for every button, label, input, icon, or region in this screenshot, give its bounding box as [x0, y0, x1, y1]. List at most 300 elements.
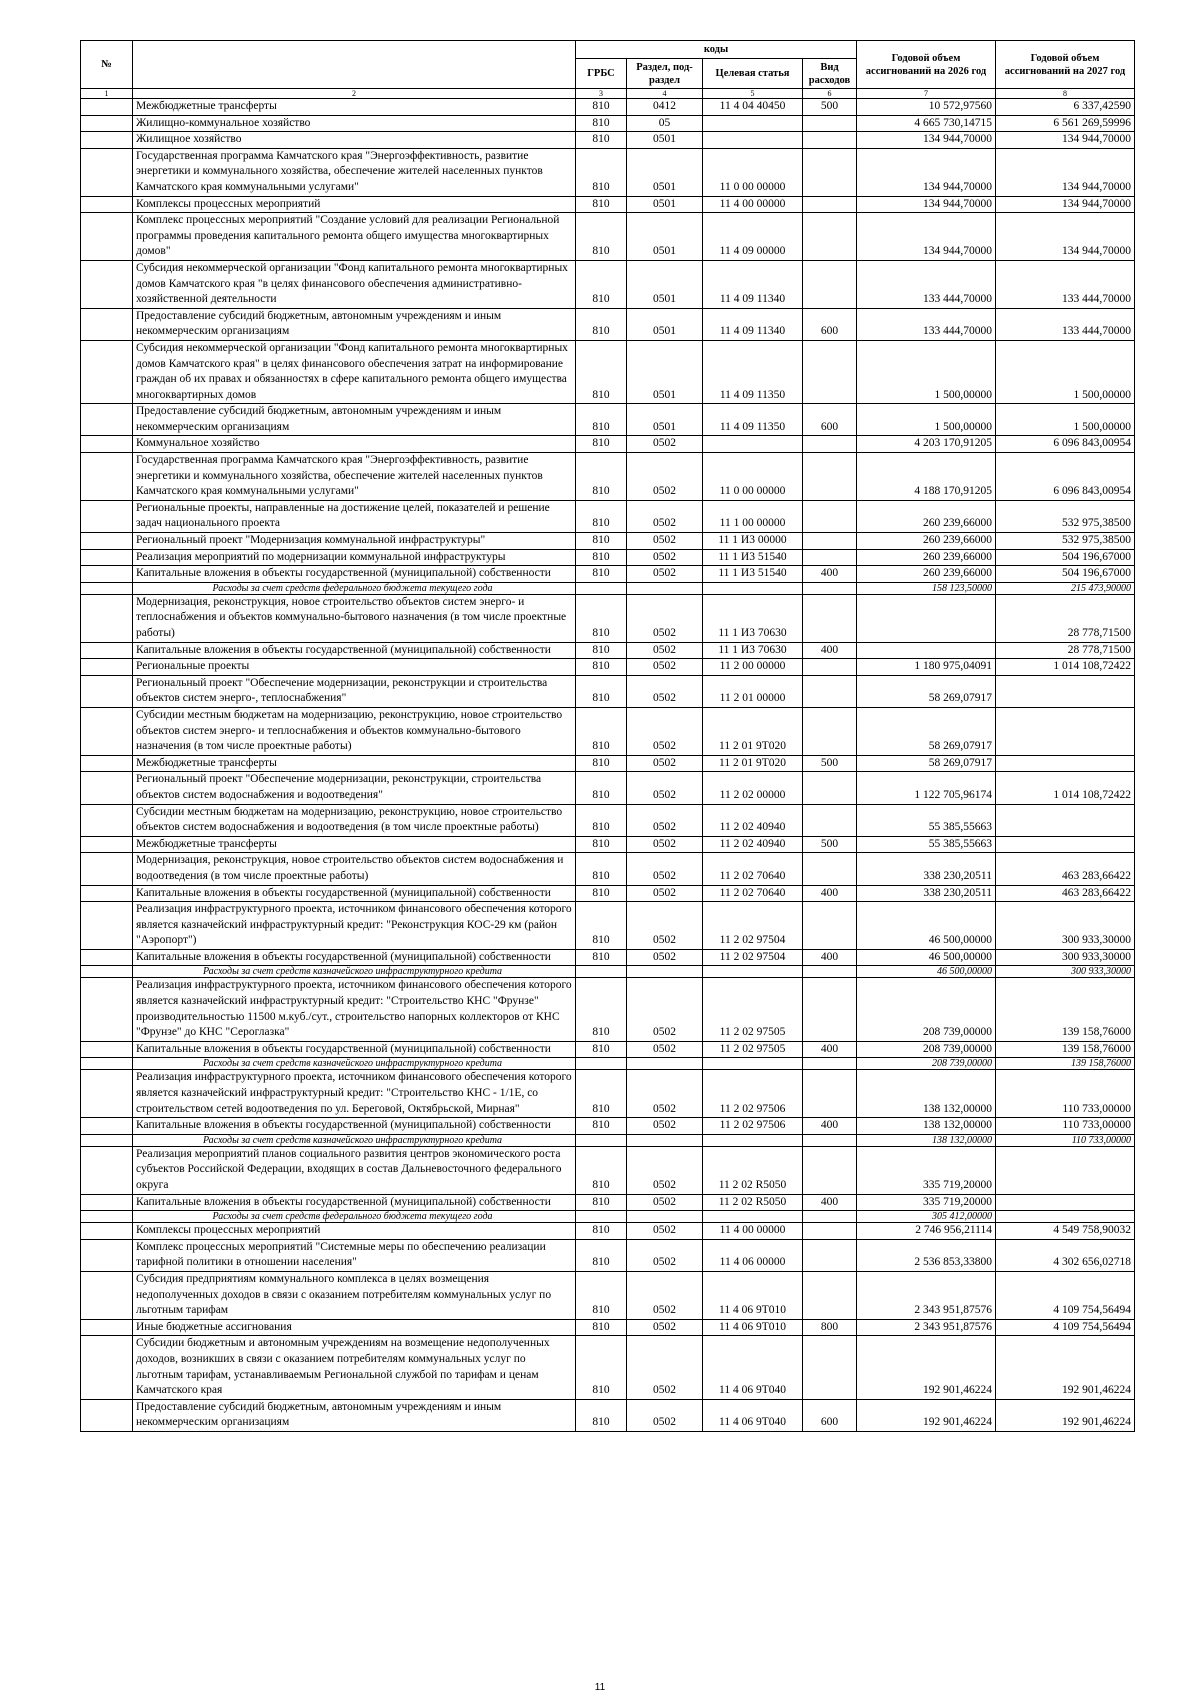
row-amount-2027: 6 337,42590 — [996, 99, 1135, 116]
row-kind — [803, 675, 857, 707]
row-kind: 400 — [803, 642, 857, 659]
row-grbs: 810 — [576, 1399, 627, 1431]
row-name: Региональный проект "Обеспечение модернизации, реконструкции и строительства объектов систем энерго-, теплоснабжения" — [133, 675, 576, 707]
row-amount-2026: 134 944,70000 — [857, 148, 996, 196]
row-num — [81, 836, 133, 853]
row-target: 11 4 00 00000 — [703, 196, 803, 213]
row-section: 0502 — [627, 1399, 703, 1431]
row-num — [81, 1239, 133, 1271]
row-amount-2026: 338 230,20511 — [857, 885, 996, 902]
row-section: 0501 — [627, 148, 703, 196]
row-target: 11 2 02 40940 — [703, 836, 803, 853]
row-target: 11 0 00 00000 — [703, 148, 803, 196]
row-kind — [803, 500, 857, 532]
col-number: 6 — [803, 89, 857, 99]
table-row — [81, 772, 1135, 804]
row-amount-2026: 134 944,70000 — [857, 213, 996, 261]
table-row — [81, 533, 1135, 550]
row-name: Модернизация, реконструкция, новое строительство объектов систем водоснабжения и водоотведения (в том числе проектные работы) — [133, 853, 576, 885]
row-num — [81, 707, 133, 755]
row-name: Расходы за счет средств казначейского инфраструктурного кредита — [133, 966, 576, 978]
row-grbs: 810 — [576, 1336, 627, 1399]
row-target: 11 4 06 9Т010 — [703, 1319, 803, 1336]
row-grbs: 810 — [576, 436, 627, 453]
row-kind — [803, 659, 857, 676]
row-amount-2026: 335 719,20000 — [857, 1146, 996, 1194]
row-amount-2027: 4 109 754,56494 — [996, 1319, 1135, 1336]
col-number: 2 — [133, 89, 576, 99]
row-grbs: 810 — [576, 549, 627, 566]
row-section: 0502 — [627, 533, 703, 550]
row-name: Жилищное хозяйство — [133, 132, 576, 149]
row-amount-2027: 300 933,30000 — [996, 902, 1135, 950]
row-kind — [803, 549, 857, 566]
row-name: Региональные проекты, направленные на достижение целей, показателей и решение задач национального проекта — [133, 500, 576, 532]
table-row — [81, 853, 1135, 885]
row-amount-2027 — [996, 1194, 1135, 1211]
row-section: 0502 — [627, 500, 703, 532]
row-name: Межбюджетные трансферты — [133, 836, 576, 853]
row-target: 11 2 02 70640 — [703, 853, 803, 885]
row-target: 11 2 02 97506 — [703, 1070, 803, 1118]
row-amount-2026: 138 132,00000 — [857, 1070, 996, 1118]
table-note-row — [81, 1134, 1135, 1146]
row-amount-2026 — [857, 642, 996, 659]
row-amount-2026: 260 239,66000 — [857, 533, 996, 550]
row-num — [81, 566, 133, 583]
row-target: 11 1 И3 51540 — [703, 549, 803, 566]
row-num — [81, 659, 133, 676]
row-kind: 500 — [803, 99, 857, 116]
row-grbs — [576, 1134, 627, 1146]
row-name: Капитальные вложения в объекты государственной (муниципальной) собственности — [133, 1194, 576, 1211]
row-target — [703, 1058, 803, 1070]
row-amount-2026: 208 739,00000 — [857, 978, 996, 1041]
row-kind — [803, 533, 857, 550]
row-kind: 400 — [803, 1118, 857, 1135]
row-grbs: 810 — [576, 902, 627, 950]
table-row — [81, 115, 1135, 132]
row-name: Расходы за счет средств федерального бюджета текущего года — [133, 582, 576, 594]
row-amount-2027 — [996, 804, 1135, 836]
row-kind — [803, 582, 857, 594]
row-amount-2026: 260 239,66000 — [857, 566, 996, 583]
row-target: 11 4 06 00000 — [703, 1239, 803, 1271]
row-section: 0502 — [627, 642, 703, 659]
row-amount-2027: 134 944,70000 — [996, 213, 1135, 261]
row-target: 11 4 09 11350 — [703, 340, 803, 403]
row-num — [81, 1223, 133, 1240]
row-target: 11 4 06 9Т010 — [703, 1271, 803, 1319]
row-section: 0502 — [627, 1070, 703, 1118]
row-amount-2026: 4 665 730,14715 — [857, 115, 996, 132]
row-amount-2027: 1 014 108,72422 — [996, 659, 1135, 676]
row-amount-2026: 260 239,66000 — [857, 500, 996, 532]
row-amount-2027: 4 302 656,02718 — [996, 1239, 1135, 1271]
row-amount-2027: 28 778,71500 — [996, 642, 1135, 659]
row-kind — [803, 196, 857, 213]
row-amount-2026: 1 500,00000 — [857, 340, 996, 403]
row-amount-2026: 158 123,50000 — [857, 582, 996, 594]
row-section: 0501 — [627, 132, 703, 149]
row-num — [81, 1058, 133, 1070]
row-kind — [803, 340, 857, 403]
row-grbs: 810 — [576, 836, 627, 853]
table-row — [81, 340, 1135, 403]
row-amount-2027 — [996, 675, 1135, 707]
row-target: 11 4 00 00000 — [703, 1223, 803, 1240]
row-section: 0501 — [627, 260, 703, 308]
row-num — [81, 902, 133, 950]
row-name: Региональный проект "Модернизация коммунальной инфраструктуры" — [133, 533, 576, 550]
row-grbs: 810 — [576, 566, 627, 583]
row-target: 11 4 09 11350 — [703, 404, 803, 436]
budget-table — [80, 40, 1135, 1432]
row-section: 0501 — [627, 196, 703, 213]
row-kind: 600 — [803, 308, 857, 340]
row-num — [81, 404, 133, 436]
row-name: Капитальные вложения в объекты государственной (муниципальной) собственности — [133, 566, 576, 583]
col-number: 5 — [703, 89, 803, 99]
page-number: 11 — [594, 1682, 606, 1693]
row-num — [81, 453, 133, 501]
row-kind: 400 — [803, 1041, 857, 1058]
row-kind: 500 — [803, 836, 857, 853]
row-amount-2026: 4 188 170,91205 — [857, 453, 996, 501]
row-name: Реализация мероприятий по модернизации коммунальной инфраструктуры — [133, 549, 576, 566]
row-kind: 400 — [803, 885, 857, 902]
row-section — [627, 1134, 703, 1146]
col-number: 4 — [627, 89, 703, 99]
row-num — [81, 549, 133, 566]
row-grbs: 810 — [576, 99, 627, 116]
row-kind — [803, 436, 857, 453]
row-amount-2026: 133 444,70000 — [857, 308, 996, 340]
table-row — [81, 1070, 1135, 1118]
row-name: Субсидии местным бюджетам на модернизацию, реконструкцию, новое строительство объектов систем энерго- и теплоснабжения и объектов коммунально-бытового назначения (в том числе проектные работы) — [133, 707, 576, 755]
table-row — [81, 500, 1135, 532]
row-grbs: 810 — [576, 707, 627, 755]
row-section: 0502 — [627, 836, 703, 853]
table-row — [81, 1146, 1135, 1194]
row-amount-2027: 1 500,00000 — [996, 404, 1135, 436]
row-amount-2026: 46 500,00000 — [857, 966, 996, 978]
row-num — [81, 804, 133, 836]
row-kind — [803, 1223, 857, 1240]
row-kind — [803, 1239, 857, 1271]
row-target: 11 2 02 97504 — [703, 949, 803, 966]
row-num — [81, 436, 133, 453]
row-target — [703, 436, 803, 453]
row-section: 0502 — [627, 594, 703, 642]
row-amount-2026: 58 269,07917 — [857, 707, 996, 755]
row-target: 11 4 04 40450 — [703, 99, 803, 116]
row-grbs: 810 — [576, 642, 627, 659]
row-amount-2026: 46 500,00000 — [857, 949, 996, 966]
row-section: 0502 — [627, 1271, 703, 1319]
table-header — [81, 41, 1135, 99]
table-row — [81, 949, 1135, 966]
row-amount-2026: 2 746 956,21114 — [857, 1223, 996, 1240]
row-kind: 600 — [803, 1399, 857, 1431]
row-amount-2026: 138 132,00000 — [857, 1134, 996, 1146]
row-name: Предоставление субсидий бюджетным, автономным учреждениям и иным некоммерческим организациям — [133, 1399, 576, 1431]
row-num — [81, 1146, 133, 1194]
row-section: 0502 — [627, 1239, 703, 1271]
row-grbs: 810 — [576, 804, 627, 836]
row-num — [81, 1336, 133, 1399]
row-kind — [803, 1146, 857, 1194]
row-target: 11 2 01 9Т020 — [703, 755, 803, 772]
row-amount-2027: 139 158,76000 — [996, 978, 1135, 1041]
row-amount-2026: 2 343 951,87576 — [857, 1319, 996, 1336]
row-section: 0502 — [627, 1319, 703, 1336]
row-amount-2026: 4 203 170,91205 — [857, 436, 996, 453]
row-kind: 400 — [803, 1194, 857, 1211]
row-num — [81, 885, 133, 902]
row-kind — [803, 707, 857, 755]
row-amount-2027 — [996, 1211, 1135, 1223]
row-amount-2026: 58 269,07917 — [857, 755, 996, 772]
row-amount-2027: 6 096 843,00954 — [996, 453, 1135, 501]
row-amount-2026: 1 180 975,04091 — [857, 659, 996, 676]
row-amount-2026: 1 500,00000 — [857, 404, 996, 436]
row-name: Реализация инфраструктурного проекта, источником финансового обеспечения которого является казначейский инфраструктурный кредит: "Строительство КНС - 1/1Е, со строительством сетей водоотведения по ул. Береговой, Октябрьской, Мирная" — [133, 1070, 576, 1118]
row-num — [81, 1118, 133, 1135]
row-amount-2026: 335 719,20000 — [857, 1194, 996, 1211]
row-name: Капитальные вложения в объекты государственной (муниципальной) собственности — [133, 949, 576, 966]
row-section: 0502 — [627, 566, 703, 583]
column-number-row — [81, 89, 1135, 99]
header-year-2027: Годовой объем ассигнований на 2027 год — [996, 41, 1135, 89]
row-amount-2026: 55 385,55663 — [857, 836, 996, 853]
row-name: Реализация мероприятий планов социального развития центров экономического роста субъектов Российской Федерации, входящих в состав Дальневосточного федерального округа — [133, 1146, 576, 1194]
row-target — [703, 582, 803, 594]
row-grbs: 810 — [576, 1118, 627, 1135]
header-kind: Вид расходов — [803, 59, 857, 89]
row-section — [627, 582, 703, 594]
row-section: 05 — [627, 115, 703, 132]
row-kind — [803, 453, 857, 501]
row-amount-2026: 138 132,00000 — [857, 1118, 996, 1135]
row-target: 11 2 02 97504 — [703, 902, 803, 950]
row-kind — [803, 1211, 857, 1223]
row-target: 11 4 06 9Т040 — [703, 1399, 803, 1431]
row-target: 11 2 02 70640 — [703, 885, 803, 902]
row-amount-2026: 46 500,00000 — [857, 902, 996, 950]
row-grbs: 810 — [576, 675, 627, 707]
row-name: Комплексы процессных мероприятий — [133, 196, 576, 213]
row-name: Субсидия предприятиям коммунального комплекса в целях возмещения недополученных доходов в связи с оказанием потребителям коммунальных услуг по льготным тарифам — [133, 1271, 576, 1319]
row-num — [81, 1070, 133, 1118]
header-section: Раздел, под-раздел — [627, 59, 703, 89]
table-row — [81, 1336, 1135, 1399]
row-num — [81, 1271, 133, 1319]
row-grbs: 810 — [576, 1239, 627, 1271]
table-row — [81, 404, 1135, 436]
row-grbs: 810 — [576, 594, 627, 642]
table-row — [81, 675, 1135, 707]
row-target: 11 2 02 97506 — [703, 1118, 803, 1135]
table-row — [81, 659, 1135, 676]
table-row — [81, 132, 1135, 149]
row-name: Жилищно-коммунальное хозяйство — [133, 115, 576, 132]
table-row — [81, 196, 1135, 213]
row-grbs: 810 — [576, 148, 627, 196]
row-target: 11 2 02 40940 — [703, 804, 803, 836]
row-target: 11 2 02 R5050 — [703, 1194, 803, 1211]
row-kind — [803, 1336, 857, 1399]
row-num — [81, 99, 133, 116]
row-amount-2026: 10 572,97560 — [857, 99, 996, 116]
row-amount-2026: 338 230,20511 — [857, 853, 996, 885]
row-amount-2027 — [996, 755, 1135, 772]
row-grbs: 810 — [576, 1319, 627, 1336]
table-row — [81, 1194, 1135, 1211]
table-row — [81, 1399, 1135, 1431]
row-target: 11 2 02 R5050 — [703, 1146, 803, 1194]
table-note-row — [81, 1058, 1135, 1070]
row-grbs: 810 — [576, 196, 627, 213]
row-name: Расходы за счет средств казначейского инфраструктурного кредита — [133, 1058, 576, 1070]
row-kind — [803, 1134, 857, 1146]
row-section: 0501 — [627, 340, 703, 403]
row-kind: 600 — [803, 404, 857, 436]
row-num — [81, 1211, 133, 1223]
row-section: 0502 — [627, 755, 703, 772]
row-num — [81, 533, 133, 550]
row-section: 0501 — [627, 213, 703, 261]
row-kind — [803, 260, 857, 308]
row-name: Региональный проект "Обеспечение модернизации, реконструкции, строительства объектов систем водоснабжения и водоотведения" — [133, 772, 576, 804]
row-amount-2027 — [996, 707, 1135, 755]
row-amount-2027: 192 901,46224 — [996, 1336, 1135, 1399]
row-kind — [803, 978, 857, 1041]
row-target: 11 1 И3 70630 — [703, 594, 803, 642]
row-num — [81, 1134, 133, 1146]
row-name: Предоставление субсидий бюджетным, автономным учреждениям и иным некоммерческим организациям — [133, 404, 576, 436]
row-grbs: 810 — [576, 1070, 627, 1118]
row-amount-2027: 4 549 758,90032 — [996, 1223, 1135, 1240]
row-grbs: 810 — [576, 340, 627, 403]
row-kind — [803, 902, 857, 950]
table-row — [81, 308, 1135, 340]
row-amount-2026: 134 944,70000 — [857, 196, 996, 213]
row-amount-2027: 4 109 754,56494 — [996, 1271, 1135, 1319]
row-amount-2026: 1 122 705,96174 — [857, 772, 996, 804]
row-section: 0502 — [627, 1223, 703, 1240]
row-amount-2027: 139 158,76000 — [996, 1058, 1135, 1070]
table-row — [81, 707, 1135, 755]
row-section: 0502 — [627, 804, 703, 836]
row-num — [81, 260, 133, 308]
row-grbs — [576, 1058, 627, 1070]
row-section: 0502 — [627, 949, 703, 966]
row-grbs: 810 — [576, 213, 627, 261]
row-target: 11 4 06 9Т040 — [703, 1336, 803, 1399]
row-amount-2027: 134 944,70000 — [996, 148, 1135, 196]
row-grbs — [576, 1211, 627, 1223]
row-grbs — [576, 966, 627, 978]
row-amount-2026: 208 739,00000 — [857, 1058, 996, 1070]
row-amount-2027: 134 944,70000 — [996, 132, 1135, 149]
row-amount-2026: 192 901,46224 — [857, 1399, 996, 1431]
row-target: 11 4 09 00000 — [703, 213, 803, 261]
table-note-row — [81, 966, 1135, 978]
row-target: 11 1 И3 51540 — [703, 566, 803, 583]
row-num — [81, 594, 133, 642]
row-section — [627, 966, 703, 978]
row-target: 11 1 И3 70630 — [703, 642, 803, 659]
table-row — [81, 1319, 1135, 1336]
row-num — [81, 755, 133, 772]
row-amount-2026: 133 444,70000 — [857, 260, 996, 308]
row-section: 0502 — [627, 1146, 703, 1194]
row-name: Межбюджетные трансферты — [133, 99, 576, 116]
row-grbs: 810 — [576, 853, 627, 885]
row-amount-2026: 208 739,00000 — [857, 1041, 996, 1058]
row-kind — [803, 772, 857, 804]
row-kind — [803, 213, 857, 261]
row-amount-2027: 133 444,70000 — [996, 308, 1135, 340]
row-kind — [803, 115, 857, 132]
table-row — [81, 1223, 1135, 1240]
row-amount-2027: 300 933,30000 — [996, 966, 1135, 978]
row-amount-2027: 139 158,76000 — [996, 1041, 1135, 1058]
row-name: Капитальные вложения в объекты государственной (муниципальной) собственности — [133, 1118, 576, 1135]
table-row — [81, 978, 1135, 1041]
row-grbs: 810 — [576, 260, 627, 308]
row-name: Государственная программа Камчатского края "Энергоэффективность, развитие энергетики и коммунального хозяйства, обеспечение жителей населенных пунктов Камчатского края коммунальными услугами" — [133, 453, 576, 501]
row-amount-2027: 504 196,67000 — [996, 549, 1135, 566]
row-amount-2026: 58 269,07917 — [857, 675, 996, 707]
row-amount-2027: 215 473,90000 — [996, 582, 1135, 594]
row-name: Реализация инфраструктурного проекта, источником финансового обеспечения которого является казначейский инфраструктурный кредит: "Реконструкция КОС-29 км (район "Аэропорт") — [133, 902, 576, 950]
table-row — [81, 642, 1135, 659]
row-amount-2026 — [857, 594, 996, 642]
header-num: № — [81, 41, 133, 89]
table-body — [81, 99, 1135, 1432]
table-row — [81, 1271, 1135, 1319]
row-num — [81, 340, 133, 403]
row-num — [81, 308, 133, 340]
table-note-row — [81, 1211, 1135, 1223]
row-target: 11 2 01 00000 — [703, 675, 803, 707]
table-row — [81, 549, 1135, 566]
table-row — [81, 804, 1135, 836]
row-name: Субсидии бюджетным и автономным учреждениям на возмещение недополученных доходов, возникших в связи с оказанием потребителям коммунальных услуг по льготным тарифам, устанавливаемым Региональной службой по тарифам и ценам Камчатского края — [133, 1336, 576, 1399]
row-grbs: 810 — [576, 533, 627, 550]
header-name — [133, 41, 576, 89]
row-kind — [803, 1058, 857, 1070]
row-kind: 400 — [803, 949, 857, 966]
row-amount-2027: 110 733,00000 — [996, 1070, 1135, 1118]
row-num — [81, 1399, 133, 1431]
row-name: Модернизация, реконструкция, новое строительство объектов систем энерго- и теплоснабжения и объектов коммунально-бытового назначения (в том числе проектные работы) — [133, 594, 576, 642]
row-section: 0502 — [627, 772, 703, 804]
row-section: 0501 — [627, 404, 703, 436]
row-grbs: 810 — [576, 1194, 627, 1211]
row-kind: 400 — [803, 566, 857, 583]
row-target: 11 2 02 97505 — [703, 1041, 803, 1058]
row-kind — [803, 132, 857, 149]
row-grbs: 810 — [576, 659, 627, 676]
row-amount-2027: 6 096 843,00954 — [996, 436, 1135, 453]
header-target: Целевая статья — [703, 59, 803, 89]
row-kind — [803, 1271, 857, 1319]
row-name: Капитальные вложения в объекты государственной (муниципальной) собственности — [133, 885, 576, 902]
row-grbs: 810 — [576, 404, 627, 436]
